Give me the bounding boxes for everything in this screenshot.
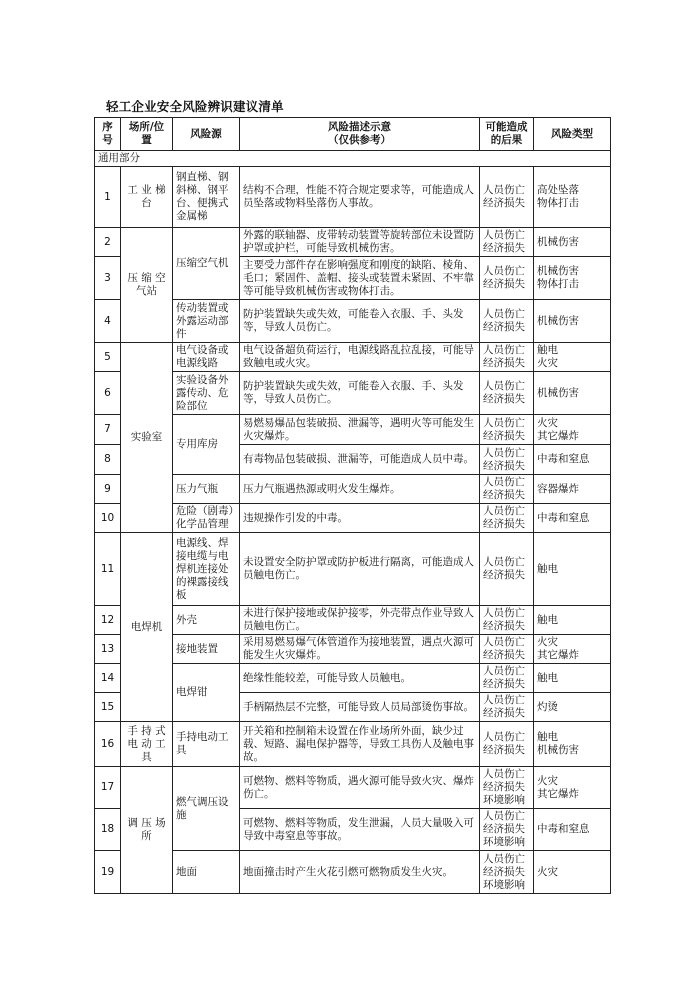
source-cell: 钢直梯、钢斜梯、钢平台、便携式金属梯	[173, 167, 240, 228]
table-row	[95, 722, 611, 767]
result-cell: 人员伤亡 经济损失	[480, 257, 534, 300]
row-number: 4	[95, 300, 121, 343]
table-row	[95, 228, 611, 257]
place-cell: 电焊机	[121, 533, 173, 722]
row-number: 18	[95, 809, 121, 851]
result-cell: 人员伤亡 经济损失	[480, 228, 534, 257]
source-cell: 电焊钳	[173, 664, 240, 722]
type-cell: 火灾 其它爆炸	[534, 415, 611, 445]
header-place: 场所/位 置	[121, 118, 173, 151]
header-description: 风险描述示意 （仅供参考）	[240, 118, 480, 151]
description-cell: 防护装置缺失或失效，可能卷入衣服、手、头发等，导致人员伤亡。	[240, 372, 480, 415]
description-cell: 地面撞击时产生火花引燃可燃物质发生火灾。	[240, 851, 480, 894]
result-cell: 人员伤亡 经济损失	[480, 372, 534, 415]
result-cell: 人员伤亡 经济损失 环境影响	[480, 809, 534, 851]
table-row	[95, 415, 611, 445]
description-cell: 未设置安全防护罩或防护板进行隔离，可能造成人员触电伤亡。	[240, 533, 480, 606]
result-cell: 人员伤亡 经济损失 环境影响	[480, 767, 534, 809]
result-cell: 人员伤亡 经济损失	[480, 635, 534, 664]
row-number: 13	[95, 635, 121, 664]
type-cell: 容器爆炸	[534, 475, 611, 504]
table-row	[95, 300, 611, 343]
table-row	[95, 851, 611, 894]
result-cell: 人员伤亡 经济损失 环境影响	[480, 851, 534, 894]
type-cell: 火灾 其它爆炸	[534, 767, 611, 809]
header-no: 序 号	[95, 118, 121, 151]
result-cell: 人员伤亡 经济损失	[480, 606, 534, 635]
source-cell: 地面	[173, 851, 240, 894]
document-title: 轻工企业安全风险辨识建议清单	[106, 99, 284, 114]
table-row	[95, 343, 611, 372]
header-source: 风险源	[173, 118, 240, 151]
type-cell: 高处坠落 物体打击	[534, 167, 611, 228]
description-cell: 开关箱和控制箱未设置在作业场所外面，缺少过载、短路、漏电保护器等，导致工具伤人及触电事故。	[240, 722, 480, 767]
place-cell: 工 业 梯 台	[121, 167, 173, 228]
source-cell: 燃气调压设施	[173, 767, 240, 851]
result-cell: 人员伤亡 经济损失	[480, 664, 534, 693]
risk-table	[94, 117, 611, 894]
row-number: 17	[95, 767, 121, 809]
type-cell: 中毒和窒息	[534, 445, 611, 475]
row-number: 5	[95, 343, 121, 372]
section-label: 通用部分	[95, 151, 611, 167]
row-number: 19	[95, 851, 121, 894]
result-cell: 人员伤亡 经济损失	[480, 475, 534, 504]
row-number: 16	[95, 722, 121, 767]
section-row	[95, 151, 611, 167]
row-number: 2	[95, 228, 121, 257]
row-number: 6	[95, 372, 121, 415]
description-cell: 可燃物、燃料等物质，发生泄漏，人员大量吸入可导致中毒窒息等事故。	[240, 809, 480, 851]
description-cell: 外露的联轴器、皮带转动装置等旋转部位未设置防护罩或护栏，可能导致机械伤害。	[240, 228, 480, 257]
result-cell: 人员伤亡 经济损失	[480, 533, 534, 606]
place-cell: 实验室	[121, 343, 173, 533]
source-cell: 手持电动工具	[173, 722, 240, 767]
place-cell: 手 持 式 电 动 工 具	[121, 722, 173, 767]
type-cell: 中毒和窒息	[534, 504, 611, 533]
description-cell: 主要受力部件存在影响强度和刚度的缺陷、棱角、毛口；紧固件、盖帽、接头或装置未紧固、不牢靠等可能导致机械伤害或物体打击。	[240, 257, 480, 300]
place-cell: 压 缩 空 气站	[121, 228, 173, 343]
source-cell: 电气设备或电源线路	[173, 343, 240, 372]
header-result: 可能造成 的后果	[480, 118, 534, 151]
type-cell: 触电	[534, 664, 611, 693]
row-number: 14	[95, 664, 121, 693]
source-cell: 接地装置	[173, 635, 240, 664]
source-cell: 实验设备外露传动、危险部位	[173, 372, 240, 415]
row-number: 3	[95, 257, 121, 300]
description-cell: 电气设备超负荷运行，电源线路乱拉乱接，可能导致触电或火灾。	[240, 343, 480, 372]
table-row	[95, 664, 611, 693]
description-cell: 违规操作引发的中毒。	[240, 504, 480, 533]
description-cell: 压力气瓶遇热源或明火发生爆炸。	[240, 475, 480, 504]
table-row	[95, 533, 611, 606]
table-row	[95, 635, 611, 664]
source-cell: 传动装置或外露运动部件	[173, 300, 240, 343]
result-cell: 人员伤亡 经济损失	[480, 300, 534, 343]
description-cell: 手柄隔热层不完整，可能导致人员局部烫伤事故。	[240, 693, 480, 722]
result-cell: 人员伤亡 经济损失	[480, 504, 534, 533]
source-cell: 危险（剧毒）化学品管理	[173, 504, 240, 533]
description-cell: 绝缘性能较差，可能导致人员触电。	[240, 664, 480, 693]
description-cell: 结构不合理，性能不符合规定要求等，可能造成人员坠落或物料坠落伤人事故。	[240, 167, 480, 228]
description-cell: 可燃物、燃料等物质，遇火源可能导致火灾、爆炸伤亡。	[240, 767, 480, 809]
source-cell: 压缩空气机	[173, 228, 240, 300]
type-cell: 触电 机械伤害	[534, 722, 611, 767]
description-cell: 易燃易爆品包装破损、泄漏等，遇明火等可能发生火灾爆炸。	[240, 415, 480, 445]
type-cell: 灼烫	[534, 693, 611, 722]
table-row	[95, 606, 611, 635]
source-cell: 专用库房	[173, 415, 240, 475]
table-row	[95, 504, 611, 533]
row-number: 8	[95, 445, 121, 475]
type-cell: 中毒和窒息	[534, 809, 611, 851]
row-number: 7	[95, 415, 121, 445]
result-cell: 人员伤亡 经济损失	[480, 343, 534, 372]
type-cell: 火灾 其它爆炸	[534, 635, 611, 664]
row-number: 10	[95, 504, 121, 533]
type-cell: 触电	[534, 606, 611, 635]
type-cell: 触电 火灾	[534, 343, 611, 372]
table-header-row	[95, 118, 611, 151]
type-cell: 机械伤害	[534, 300, 611, 343]
source-cell: 压力气瓶	[173, 475, 240, 504]
type-cell: 机械伤害	[534, 228, 611, 257]
row-number: 12	[95, 606, 121, 635]
description-cell: 未进行保护接地或保护接零，外壳带点作业导致人员触电伤亡。	[240, 606, 480, 635]
row-number: 15	[95, 693, 121, 722]
type-cell: 火灾	[534, 851, 611, 894]
source-cell: 外壳	[173, 606, 240, 635]
header-type: 风险类型	[534, 118, 611, 151]
description-cell: 采用易燃易爆气体管道作为接地装置，遇点火源可能发生火灾爆炸。	[240, 635, 480, 664]
result-cell: 人员伤亡 经济损失	[480, 167, 534, 228]
table-row	[95, 372, 611, 415]
row-number: 11	[95, 533, 121, 606]
result-cell: 人员伤亡 经济损失	[480, 722, 534, 767]
result-cell: 人员伤亡 经济损失	[480, 415, 534, 445]
table-row	[95, 767, 611, 809]
result-cell: 人员伤亡 经济损失	[480, 445, 534, 475]
type-cell: 机械伤害	[534, 372, 611, 415]
row-number: 9	[95, 475, 121, 504]
table-row	[95, 475, 611, 504]
table-row	[95, 167, 611, 228]
type-cell: 触电	[534, 533, 611, 606]
source-cell: 电源线、焊接电缆与电焊机连接处的裸露接线板	[173, 533, 240, 606]
description-cell: 防护装置缺失或失效，可能卷入衣服、手、头发等，导致人员伤亡。	[240, 300, 480, 343]
place-cell: 调 压 场 所	[121, 767, 173, 894]
row-number: 1	[95, 167, 121, 228]
result-cell: 人员伤亡 经济损失	[480, 693, 534, 722]
type-cell: 机械伤害 物体打击	[534, 257, 611, 300]
description-cell: 有毒物品包装破损、泄漏等，可能造成人员中毒。	[240, 445, 480, 475]
